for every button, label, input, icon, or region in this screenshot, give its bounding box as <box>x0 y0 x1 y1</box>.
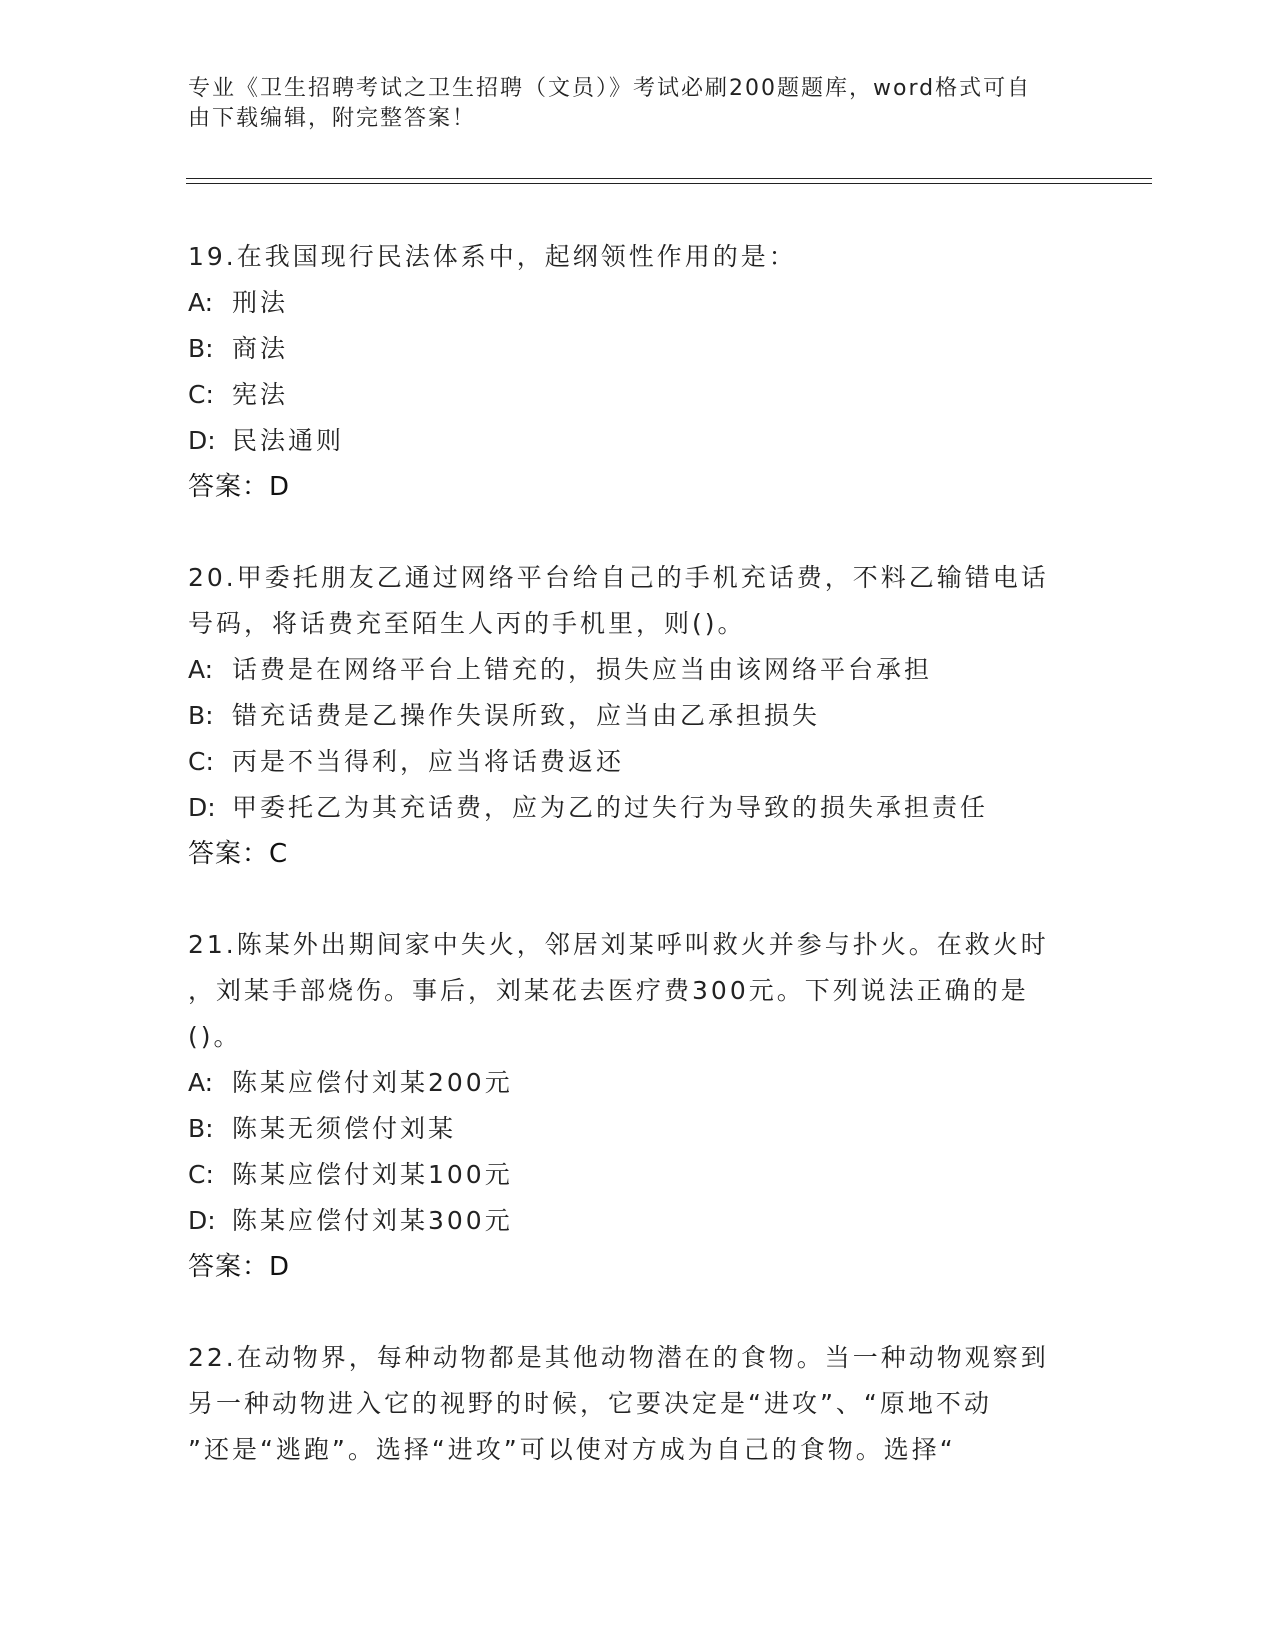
question-stem: 19.在我国现行民法体系中，起纲领性作用的是： <box>188 242 797 271</box>
question-stem-line: 号码，将话费充至陌生人丙的手机里，则()。 <box>188 609 746 638</box>
option-text: 宪法 <box>232 380 289 409</box>
option-letter: B: <box>188 334 214 363</box>
option-a <box>188 1060 1088 1106</box>
option-letter: A: <box>188 1068 214 1097</box>
option-d <box>188 785 1088 831</box>
option-letter: D: <box>188 1206 216 1235</box>
question-stem-line: 20.甲委托朋友乙通过网络平台给自己的手机充话费，不料乙输错电话 <box>188 563 1049 592</box>
question-stem-line: 21.陈某外出期间家中失火，邻居刘某呼叫救火并参与扑火。在救火时 <box>188 930 1049 959</box>
option-text: 商法 <box>232 334 289 363</box>
option-letter: C: <box>188 1160 214 1189</box>
answer: 答案：D <box>188 472 291 502</box>
option-letter: A: <box>188 288 214 317</box>
option-letter: D: <box>188 793 216 822</box>
question-stem-line: ()。 <box>188 1022 242 1051</box>
question-stem-line: 22.在动物界，每种动物都是其他动物潜在的食物。当一种动物观察到 <box>188 1343 1049 1372</box>
option-text: 陈某应偿付刘某300元 <box>232 1206 513 1235</box>
question-spacer <box>188 877 1088 922</box>
option-c <box>188 739 1088 785</box>
option-text: 陈某应偿付刘某200元 <box>232 1068 513 1097</box>
option-text: 刑法 <box>232 288 289 317</box>
document-header <box>188 74 1068 134</box>
option-text: 陈某应偿付刘某100元 <box>232 1160 513 1189</box>
option-text: 民法通则 <box>232 426 345 455</box>
answer: 答案：C <box>188 839 289 869</box>
question-spacer <box>188 1290 1088 1335</box>
option-letter: C: <box>188 380 214 409</box>
question-20 <box>188 555 1088 877</box>
header-divider-top <box>186 178 1152 179</box>
header-divider-bottom <box>186 183 1152 184</box>
question-stem-line: ”还是“逃跑”。选择“进攻”可以使对方成为自己的食物。选择“ <box>188 1435 956 1464</box>
option-text: 甲委托乙为其充话费，应为乙的过失行为导致的损失承担责任 <box>232 793 989 822</box>
header-title-line-2: 由下载编辑，附完整答案！ <box>188 106 477 131</box>
question-stem-line: ，刘某手部烧伤。事后，刘某花去医疗费300元。下列说法正确的是 <box>188 976 1029 1005</box>
option-text: 错充话费是乙操作失误所致，应当由乙承担损失 <box>232 701 821 730</box>
option-letter: B: <box>188 701 214 730</box>
question-spacer <box>188 510 1088 555</box>
question-19 <box>188 234 1088 510</box>
option-b <box>188 326 1088 372</box>
option-letter: D: <box>188 426 216 455</box>
option-text: 陈某无须偿付刘某 <box>232 1114 457 1143</box>
question-stem-line: 另一种动物进入它的视野的时候，它要决定是“进攻”、“原地不动 <box>188 1389 992 1418</box>
option-letter: C: <box>188 747 214 776</box>
option-c <box>188 1152 1088 1198</box>
option-letter: B: <box>188 1114 214 1143</box>
option-a <box>188 647 1088 693</box>
option-text: 丙是不当得利，应当将话费返还 <box>232 747 625 776</box>
option-letter: A: <box>188 655 214 684</box>
option-a <box>188 280 1088 326</box>
option-d <box>188 418 1088 464</box>
question-22 <box>188 1335 1088 1473</box>
option-text: 话费是在网络平台上错充的，损失应当由该网络平台承担 <box>232 655 933 684</box>
option-b <box>188 1106 1088 1152</box>
option-b <box>188 693 1088 739</box>
question-21 <box>188 922 1088 1290</box>
option-c <box>188 372 1088 418</box>
option-d <box>188 1198 1088 1244</box>
header-title-line-1: 专业《卫生招聘考试之卫生招聘（文员）》考试必刷200题题库，word格式可自 <box>188 76 1032 101</box>
question-list <box>188 234 1088 1473</box>
answer: 答案：D <box>188 1252 291 1282</box>
